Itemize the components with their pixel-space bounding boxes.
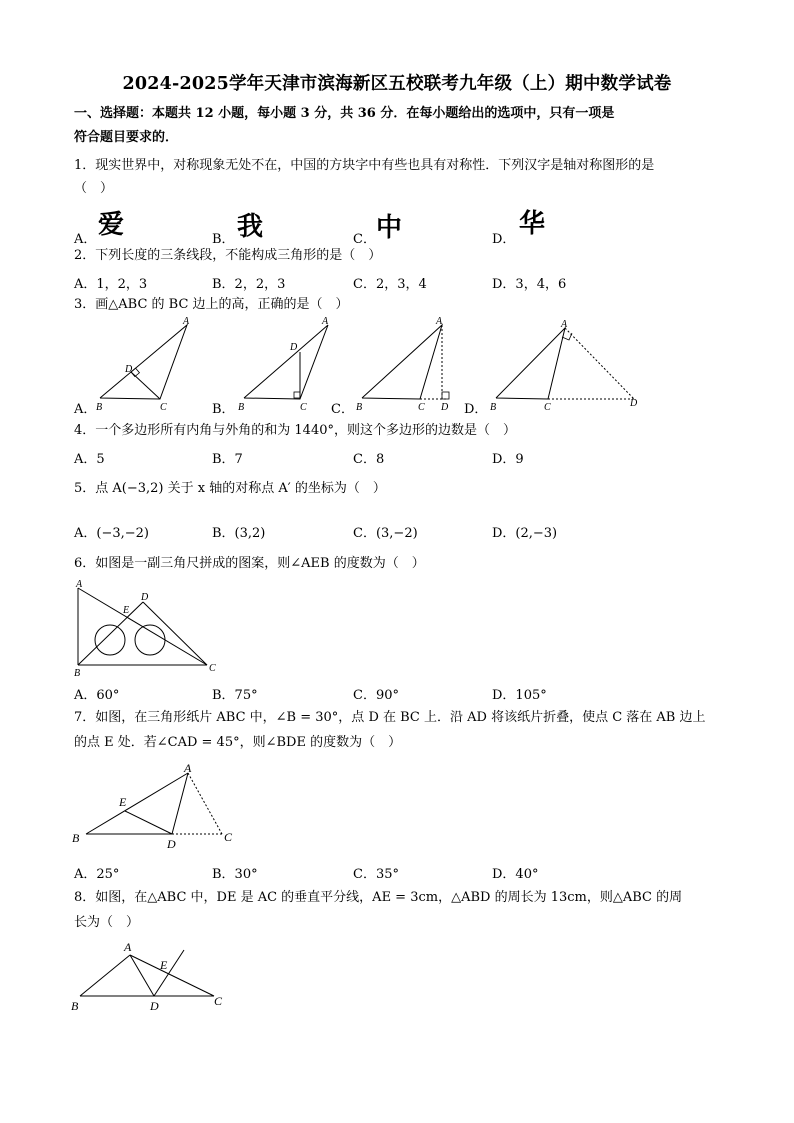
q7-point-e: E xyxy=(119,795,127,809)
q3-option-c-label: C． xyxy=(331,402,354,417)
q8-figure xyxy=(66,936,236,1018)
q7-point-b: B xyxy=(72,831,80,845)
q7-option-c: C．35° xyxy=(353,867,399,882)
q6-option-b: B．75° xyxy=(212,688,258,703)
q3b-point-b: B xyxy=(238,402,245,413)
q3d-point-d: D xyxy=(630,398,638,409)
q4-option-a: A．5 xyxy=(74,452,105,467)
q3a-point-a: A xyxy=(183,316,190,327)
q2-stem: 2．下列长度的三条线段，不能构成三角形的是（ ） xyxy=(74,248,382,263)
q6-point-a: A xyxy=(76,579,83,590)
q6-option-c: C．90° xyxy=(353,688,399,703)
q7-point-d: D xyxy=(167,837,176,851)
q5-stem: 5．点 A(−3,2) 关于 x 轴的对称点 A′ 的坐标为（ ） xyxy=(74,481,386,496)
q8-point-c: C xyxy=(214,994,223,1008)
q8-point-e: E xyxy=(160,958,168,972)
page-title: 2024-2025学年天津市滨海新区五校联考九年级（上）期中数学试卷 xyxy=(122,74,672,94)
q3c-point-a: A xyxy=(436,316,443,327)
q8-stem-line2: 长为（ ） xyxy=(74,915,140,930)
q1-option-a-char: 爱 xyxy=(98,210,125,240)
q3-figure-b xyxy=(230,312,340,417)
q7-stem-line2: 的点 E 处．若∠CAD = 45°，则∠BDE 的度数为（ ） xyxy=(74,735,402,750)
q3-option-d-label: D． xyxy=(464,402,488,417)
q1-option-d-char: 华 xyxy=(519,209,546,239)
q8-point-b: B xyxy=(71,999,79,1013)
q1-option-c-char: 中 xyxy=(376,213,403,243)
q1-option-d-label: D． xyxy=(492,232,516,247)
q3b-point-c: C xyxy=(300,402,307,413)
q3d-point-a: A xyxy=(561,319,568,330)
q6-point-d: D xyxy=(141,592,149,603)
q1-stem-line1: 1．现实世界中，对称现象无处不在，中国的方块字中有些也具有对称性．下列汉字是轴对称图形的是 xyxy=(74,158,655,173)
q7-figure xyxy=(66,758,246,853)
q7-point-a: A xyxy=(184,761,192,775)
section-heading-line2: 符合题目要求的． xyxy=(74,130,179,145)
q5-option-c: C．(3,−2) xyxy=(353,526,418,541)
q3-stem: 3．画△ABC 的 BC 边上的高，正确的是（ ） xyxy=(74,297,349,312)
q3c-point-d: D xyxy=(441,402,449,413)
q4-option-c: C．8 xyxy=(353,452,385,467)
q6-figure xyxy=(70,578,225,678)
q6-point-e: E xyxy=(123,605,130,616)
q1-option-c-label: C． xyxy=(353,232,376,247)
q3a-point-d: D xyxy=(125,364,133,375)
q3-figure-c xyxy=(348,312,473,417)
q7-option-a: A．25° xyxy=(74,867,120,882)
q3d-point-b: B xyxy=(490,402,497,413)
q7-option-d: D．40° xyxy=(492,867,539,882)
q3c-point-b: B xyxy=(356,402,363,413)
q3-option-b-label: B． xyxy=(212,402,235,417)
q1-option-b-char: 我 xyxy=(237,212,264,242)
q7-stem-line1: 7．如图，在三角形纸片 ABC 中，∠B = 30°，点 D 在 BC 上．沿 AD 将该纸片折叠，使点 C 落在 AB 边上 xyxy=(74,710,706,725)
section-heading-line1: 一、选择题：本题共 12 小题，每小题 3 分，共 36 分．在每小题给出的选项中，只有一项是 xyxy=(74,106,615,121)
q2-option-c: C．2，3，4 xyxy=(353,277,427,292)
q3-figure-d xyxy=(482,312,647,417)
q8-stem-line1: 8．如图，在△ABC 中，DE 是 AC 的垂直平分线，AE = 3cm，△ABD 的周长为 13cm，则△ABC 的周 xyxy=(74,890,683,905)
q4-option-b: B．7 xyxy=(212,452,243,467)
q3a-point-b: B xyxy=(96,402,103,413)
q7-option-b: B．30° xyxy=(212,867,258,882)
q1-option-b-label: B． xyxy=(212,232,235,247)
q6-option-d: D．105° xyxy=(492,688,547,703)
q4-option-d: D．9 xyxy=(492,452,524,467)
q6-point-c: C xyxy=(209,663,216,674)
q6-point-b: B xyxy=(74,668,81,678)
q5-option-a: A．(−3,−2) xyxy=(74,526,149,541)
q3d-point-c: C xyxy=(544,402,551,413)
q3a-point-c: C xyxy=(160,402,167,413)
q3b-point-a: A xyxy=(322,316,329,327)
q8-point-a: A xyxy=(124,940,132,954)
q3c-point-c: C xyxy=(418,402,425,413)
q3-figure-a xyxy=(90,312,200,417)
q3b-point-d: D xyxy=(290,342,298,353)
q6-option-a: A．60° xyxy=(74,688,120,703)
q1-option-a-label: A． xyxy=(74,232,97,247)
q6-stem: 6．如图是一副三角尺拼成的图案，则∠AEB 的度数为（ ） xyxy=(74,556,425,571)
q8-point-d: D xyxy=(150,999,159,1013)
q2-option-d: D．3，4，6 xyxy=(492,277,567,292)
q3-option-a-label: A． xyxy=(74,402,97,417)
q5-option-d: D．(2,−3) xyxy=(492,526,558,541)
q5-option-b: B．(3,2) xyxy=(212,526,266,541)
q1-stem-line2: （ ） xyxy=(74,181,114,196)
q7-point-c: C xyxy=(224,830,233,844)
q4-stem: 4．一个多边形所有内角与外角的和为 1440°，则这个多边形的边数是（ ） xyxy=(74,423,516,438)
q2-option-a: A．1，2，3 xyxy=(74,277,148,292)
q2-option-b: B．2，2，3 xyxy=(212,277,286,292)
